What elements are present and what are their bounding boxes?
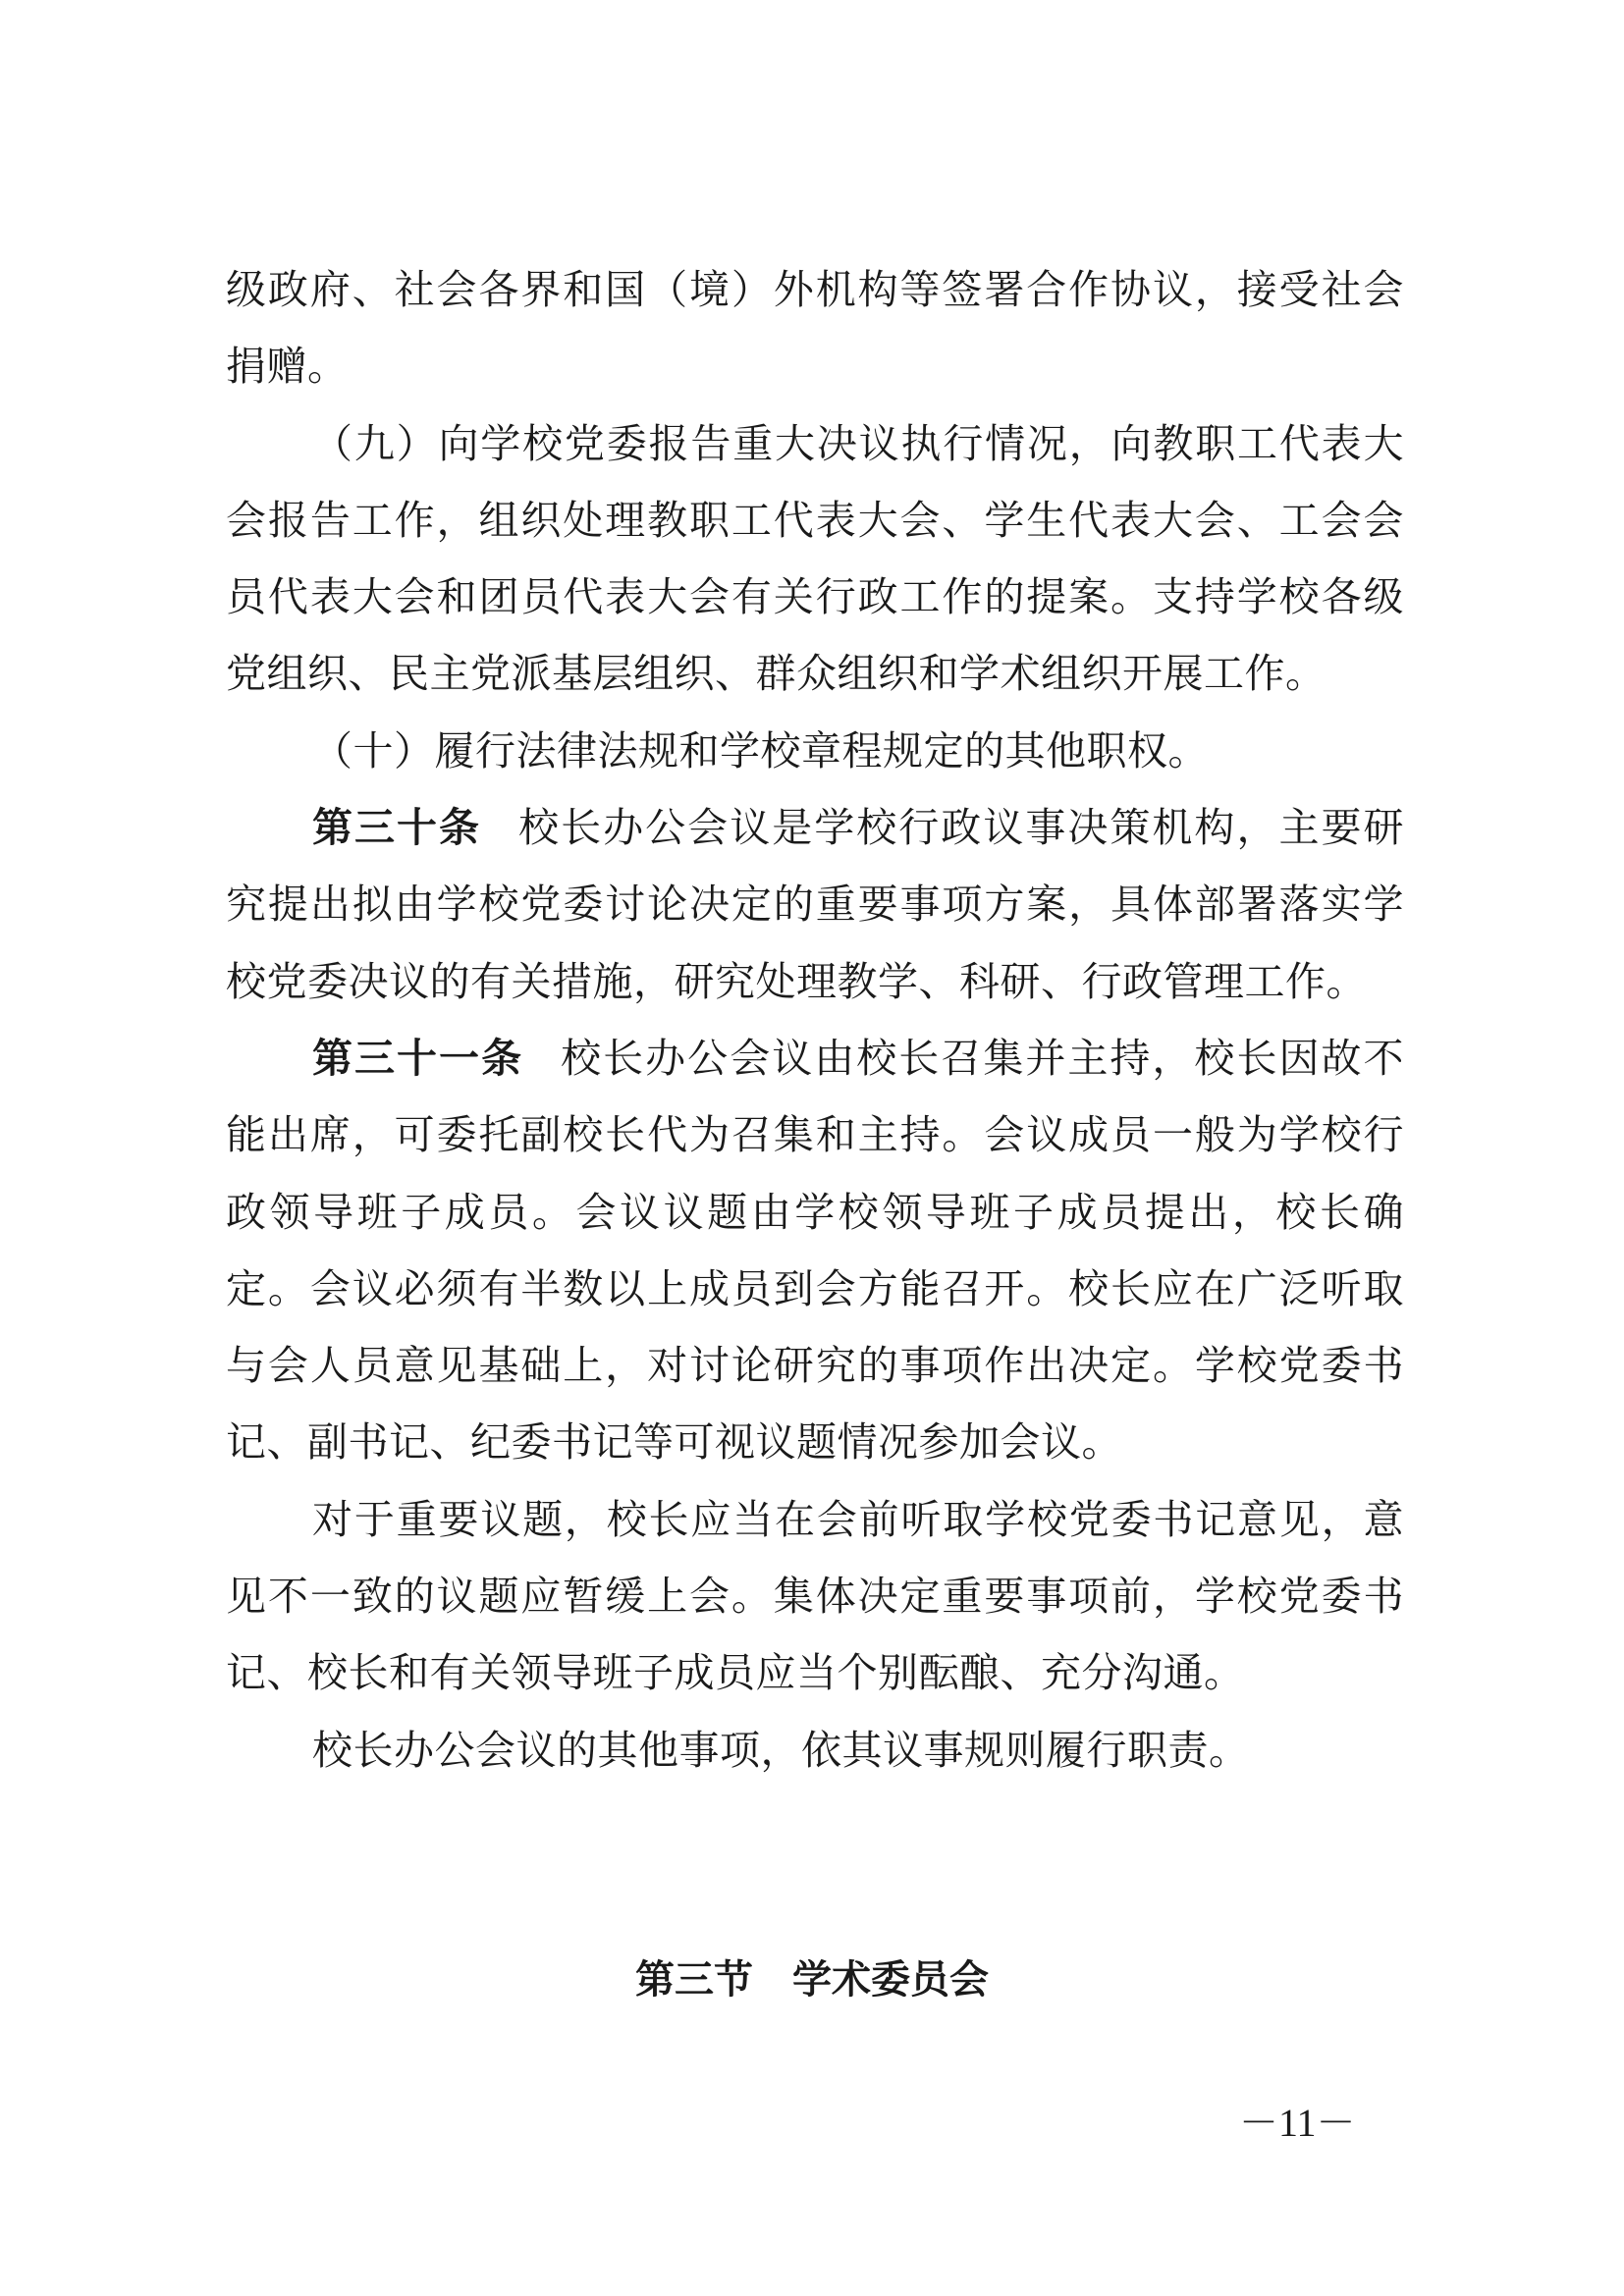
section-heading	[0, 1950, 1624, 2009]
section-number: 第三节	[635, 1957, 753, 2002]
article-number: 第三十条	[312, 804, 482, 852]
section-title: 学术委员会	[792, 1957, 989, 2002]
paragraph-important-topics: 对于重要议题，校长应当在会前听取学校党委书记意见，意见不一致的议题应暂缓上会。集体决定重要事项前，学校党委书记、校长和有关领导班子成员应当个别酝酿、充分沟通。	[226, 1495, 1404, 1697]
paragraph-item-10: （十）履行法律法规和学校章程规定的其他职权。	[312, 726, 1209, 774]
paragraph-continuation: 级政府、社会各界和国（境）外机构等签署合作协议，接受社会捐赠。	[226, 266, 1404, 391]
article-text: 校长办公会议是学校行政议事决策机构，主要研究提出拟由学校党委讨论决定的重要事项方案，具体部署落实学校党委决议的有关措施，研究处理教学、科研、行政管理工作。	[226, 804, 1405, 1005]
paragraph-other-matters: 校长办公会议的其他事项，依其议事规则履行职责。	[312, 1726, 1250, 1774]
article-30	[226, 789, 1404, 1020]
article-text: 校长办公会议由校长召集并主持，校长因故不能出席，可委托副校长代为召集和主持。会议成员一般为学校行政领导班子成员。会议议题由学校领导班子成员提出，校长确定。会议必须有半数以上成员到会方能召开。校长应在广泛听取与会人员意见基础上，对讨论研究的事项作出决定。学校党委书记、副书记、纪委书记等可视议题情况参加会议。	[226, 1034, 1405, 1467]
article-31	[226, 1020, 1404, 1481]
paragraph-item-9: （九）向学校党委报告重大决议执行情况，向教职工代表大会报告工作，组织处理教职工代表大会、学生代表大会、工会会员代表大会和团员代表大会有关行政工作的提案。支持学校各级党组织、民主党派基层组织、群众组织和学术组织开展工作。	[226, 419, 1404, 698]
document-body	[226, 251, 1404, 1789]
page-number: －11－	[1239, 2101, 1356, 2145]
article-number: 第三十一条	[312, 1034, 524, 1082]
